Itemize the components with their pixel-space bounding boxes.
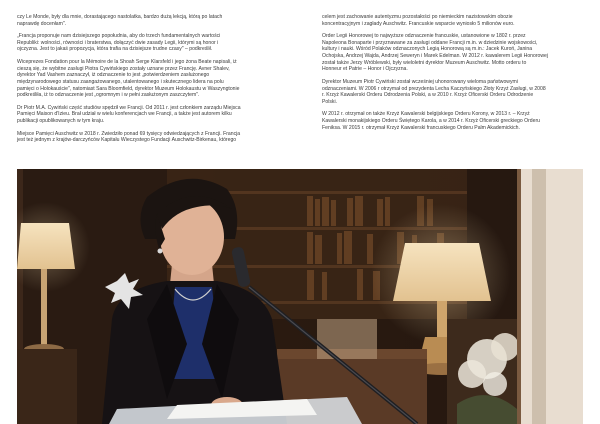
paragraph: Miejsce Pamięci Auschwitz w 2018 r. Zwiedziło ponad 69 tysięcy odwiedzających z Francji. Francja jest też jednym z krajów-darczyńców Kapitału Wieczystego Fundacji Auschwitz-Birkenau, którego	[17, 130, 241, 144]
doorway	[517, 169, 583, 424]
paragraph: „Francja proponuje nam dzisiejszego popołudnia, aby do trzech fundamentalnych wartości Republiki: wolności, równości i braterstwa, dołączyć dwie zasady Legii, którymi są honor i ojczyzna. Jest to jakaś propozycja, która trafia na dzisiejsze trudne czasy" – podkreślił.	[17, 33, 221, 53]
right-text-column	[322, 14, 590, 137]
paragraph: Order Legii Honorowej to najwyższe odznaczenie francuskie, ustanowione w 1802 r. przez Napoleona Bonaparte i przyznawane za zasługi oddane Francji m.in. w dziedzinie wojskowości, kultury i nauki. Wśród Polaków odznaczonych Legią Honorową są m.in.: Jacek Kuroń, Janina Ochojska, Andrzej Wajda, Andrzej Seweryn i Marek Edelman. W 2012 r. kawalerem Legii Honorowej został także Jerzy Wróblewski, były wieloletni dyrektor Muzeum Auschwitz. Motto orderu to Honneur et Patrie – Honor i Ojczyzna.	[322, 33, 549, 73]
paragraph: Wiceprezes Fondation pour la Mémoire de la Shoah Serge Klarsfeld i jego żona Beate napisali, iż cieszą się, że wybitne zasługi Piotra Cywińskiego zostały uznane przez Francję. Avner Shalev, dyrektor Yad Vashem zaznaczył, iż odznaczenie to jest „potwierdzeniem zasłużonego międzynarodowego statusu zaangażowanego, utalentowanego i skutecznego lidera na polu pamięci o Holokauście", natomiast Sara Bloomfield, dyrektor Muzeum Holokaustu w Waszyngtonie podkreśliła, iż to odznaczenie jest „ogromnym i w pełni zasłużonym zaszczytem".	[17, 59, 240, 99]
left-text-column	[17, 14, 285, 150]
flower-bouquet	[447, 319, 519, 424]
paragraph: celem jest zachowanie autentyzmu pozostałości po niemieckim nazistowskim obozie koncentracyjnym i zagłady Auschwitz. Francuskie wsparcie wyniosło 5 milionów euro.	[322, 14, 515, 27]
speaker-photo	[17, 169, 583, 424]
paragraph: czy Le Monde, były dla mnie, dorastającego nastolatka, bardzo dużą lekcją, którą po latach naprawdę docenłam".	[17, 14, 223, 27]
paragraph: W 2012 r. otrzymał on także Krzyż Kawalerski belgijskiego Orderu Korony, w 2013 r. – Krzyż Kawalerski monakijskiego Orderu Świętego Karola, a w 2014 r. Krzyż Oficerski greckiego Orderu Feniksa. W 2015 r. otrzymał Krzyż Kawalerski francuskiego Orderu Palm Akademickich.	[322, 111, 540, 131]
paragraph: Dyrektor Muzeum Piotr Cywiński został wcześniej uhonorowany wieloma państwowymi odznaczeniami. W 2006 r otrzymał od prezydenta Lecha Kaczyńskiego Złoty Krzyż Zasługi, w 2008 r. Krzyż Kawalerski Orderu Odrodzenia Polski, a w 2010 r. Krzyż Oficerski Orderu Odrodzenie Polski.	[322, 78, 546, 105]
paragraph: Dr Piotr M.A. Cywiński część studiów spędził we Francji. Od 2011 r. jest członkiem zarządu Miejsca Pamięci Maison d'Izieu. Brał udział w wielu konferencjach we Francji, a także jest autorem kilku publikacji opublikowanych w tym kraju.	[17, 104, 241, 124]
